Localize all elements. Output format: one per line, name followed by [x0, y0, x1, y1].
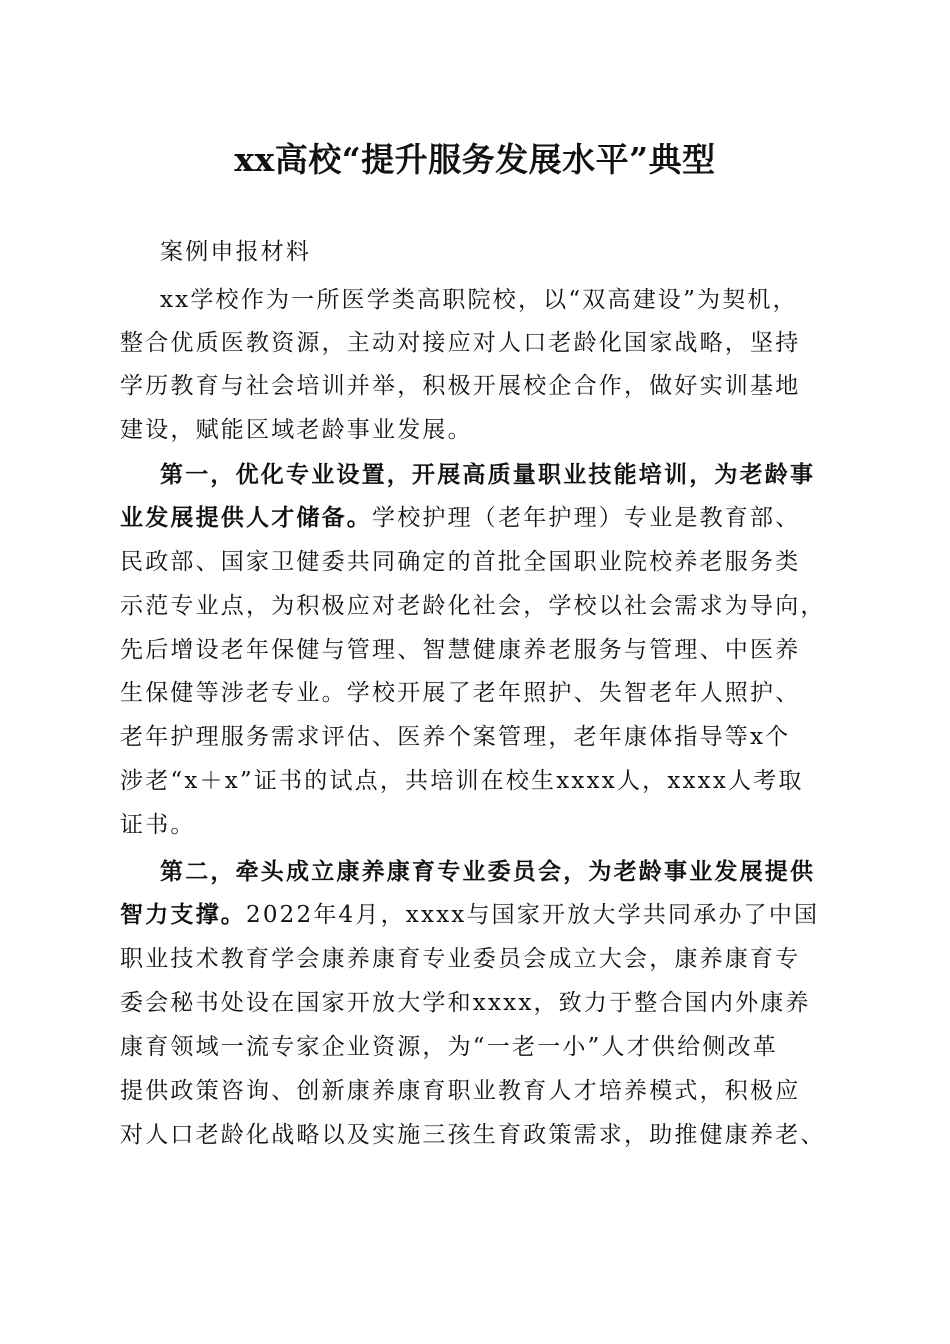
section2-heading: 第二，牵头成立康养康育专业委员会，为老龄事业发展提供	[160, 858, 816, 885]
section2-heading-end: 智力支撑。	[120, 901, 246, 928]
intro-line: 学历教育与社会培训并举，积极开展校企合作，做好实训基地	[120, 373, 801, 399]
section1-heading-end: 业发展提供人才储备。	[120, 504, 372, 531]
section2-line: 职业技术教育学会康养康育专业委员会成立大会，康养康育专	[120, 946, 801, 972]
section1-line: 涉老“x＋x”证书的试点，共培训在校生xxxx人，xxxx人考取	[120, 768, 804, 794]
section1-line: 示范专业点，为积极应对老龄化社会，学校以社会需求为导向，	[120, 593, 826, 619]
section1-text-start: 学校护理（老年护理）专业是教育部、	[372, 505, 801, 531]
section1-line: 证书。	[120, 812, 196, 838]
section2-line: 提供政策咨询、创新康养康育职业教育人才培养模式，积极应	[120, 1078, 801, 1104]
section1-line: 先后增设老年保健与管理、智慧健康养老服务与管理、中医养	[120, 637, 801, 663]
section2-line: 对人口老龄化战略以及实施三孩生育政策需求，助推健康养老、	[120, 1122, 826, 1148]
subtitle-line: 案例申报材料	[160, 239, 312, 265]
intro-line: 建设，赋能区域老龄事业发展。	[120, 417, 473, 443]
section2-line: 康育领域一流专家企业资源，为“一老一小”人才供给侧改革	[120, 1034, 778, 1060]
section2-text-start: 2022年4月，xxxx与国家开放大学共同承办了中国	[246, 902, 820, 928]
section1-line: 老年护理服务需求评估、医养个案管理，老年康体指导等x个	[120, 724, 791, 750]
intro-line: 整合优质医教资源，主动对接应对人口老龄化国家战略，坚持	[120, 330, 801, 356]
section1-heading: 第一，优化专业设置，开展高质量职业技能培训，为老龄事	[160, 461, 816, 488]
section2-line	[120, 900, 819, 930]
intro-line: xx学校作为一所医学类高职院校，以“双高建设”为契机，	[160, 287, 798, 313]
section1-line: 民政部、国家卫健委共同确定的首批全国职业院校养老服务类	[120, 549, 801, 575]
section1-line	[120, 503, 800, 533]
section1-line: 生保健等涉老专业。学校开展了老年照护、失智老年人照护、	[120, 680, 801, 706]
document-title: xx高校“提升服务发展水平”典型	[234, 140, 716, 179]
section2-line: 委会秘书处设在国家开放大学和xxxx，致力于整合国内外康养	[120, 990, 811, 1016]
